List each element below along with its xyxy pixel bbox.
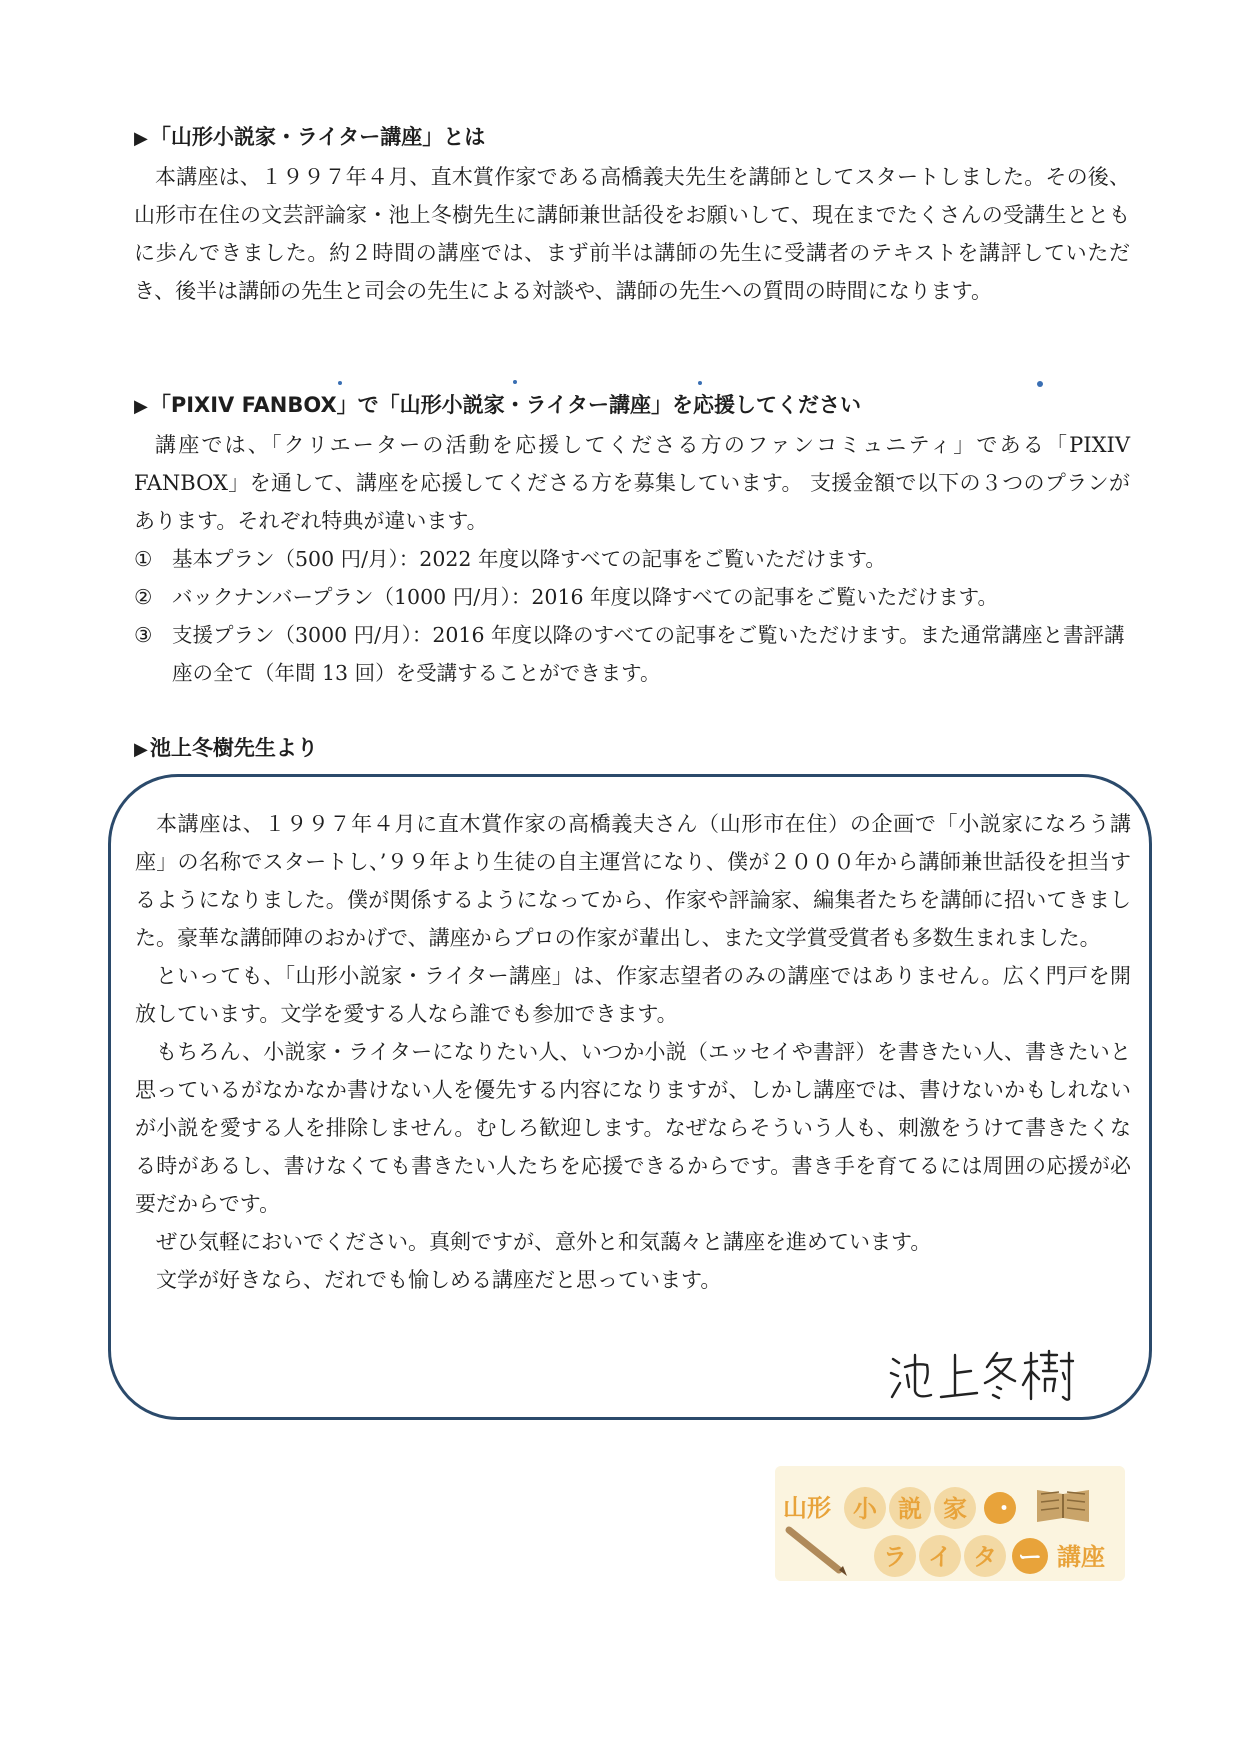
plan-text: バックナンバープラン（1000 円/月）：2016 年度以降すべての記事をご覧いただけます。 <box>172 585 998 609</box>
logo-text-yamagata: 山形 <box>783 1494 831 1522</box>
message-box <box>108 774 1152 1420</box>
triangle-bullet-icon: ▶ <box>134 128 148 149</box>
course-logo <box>775 1466 1125 1581</box>
svg-text:イ: イ <box>928 1543 952 1571</box>
message-paragraph: ぜひ気軽においでください。真剣ですが、意外と和気藹々と講座を進めています。 <box>156 1230 932 1254</box>
section-about-heading: ▶「山形小説家・ライター講座」とは <box>134 125 486 149</box>
svg-text:講座: 講座 <box>1057 1543 1105 1571</box>
svg-text:小: 小 <box>853 1495 877 1523</box>
book-icon <box>1037 1490 1089 1522</box>
triangle-bullet-icon: ▶ <box>134 739 148 760</box>
section-about-body: 本講座は、１９９７年４月、直木賞作家である高橋義夫先生を講師としてスタートしました。その後、山形市在住の文芸評論家・池上冬樹先生に講師兼世話役をお願いして、現在までたくさんの受講生とともに歩んできました。約２時間の講座では、まず前半は講師の先生に受講者のテキストを講評していただき、後半は講師の先生と司会の先生による対談や、講師の先生への質問の時間になります。 <box>134 165 1130 303</box>
plan-list <box>134 540 1130 692</box>
section-fanbox <box>134 390 1130 692</box>
message-paragraph: もちろん、小説家・ライターになりたい人、いつか小説（エッセイや書評）を書きたい人、書きたいと思っているがなかなか書けない人を優先する内容になりますが、しかし講座では、書けないかもしれないが小説を愛する人を排除しません。むしろ歓迎します。なぜならそういう人も、刺激をうけて書きたくなる時があるし、書けなくても書きたい人たちを応援できるからです。書き手を育てるには周囲の応援が必要だからです。 <box>135 1040 1131 1216</box>
plan-text: 支援プラン（3000 円/月）：2016 年度以降のすべての記事をご覧いただけます。また通常講座と書評講座の全て（年間 13 回）を受講することができます。 <box>172 623 1125 685</box>
plan-item <box>134 578 1130 616</box>
svg-text:説: 説 <box>898 1495 922 1523</box>
plan-item <box>134 616 1130 692</box>
svg-text:タ: タ <box>973 1543 997 1571</box>
svg-text:ー: ー <box>1018 1543 1042 1571</box>
svg-text:・: ・ <box>993 1497 1016 1522</box>
section-message-heading: ▶池上冬樹先生より <box>134 736 318 760</box>
message-paragraph: といっても、「山形小説家・ライター講座」は、作家志望者のみの講座ではありません。広く門戸を開放しています。文学を愛する人なら誰でも参加できます。 <box>135 964 1131 1026</box>
triangle-bullet-icon: ▶ <box>134 396 148 417</box>
plan-text: 基本プラン（500 円/月）：2022 年度以降すべての記事をご覧いただけます。 <box>172 547 886 571</box>
message-paragraph: 本講座は、１９９７年４月に直木賞作家の高橋義夫さん（山形市在住）の企画で「小説家になろう講座」の名称でスタートし、’９９年より生徒の自主運営になり、僕が２０００年から講師兼世話役を担当するようになりました。僕が関係するようになってから、作家や評論家、編集者たちを講師に招いてきました。豪華な講師陣のおかげで、講座からプロの作家が輩出し、また文学賞受賞者も多数生まれました。 <box>135 812 1131 950</box>
section-fanbox-body: 講座では、「クリエーターの活動を応援してくださる方のファンコミュニティ」である「PIXIV FANBOX」を通して、講座を応援してくださる方を募集しています。 支援金額で以下の３つのプランがあります。それぞれ特典が違います。 <box>134 433 1130 533</box>
svg-text:家: 家 <box>943 1495 967 1523</box>
scan-dots-decoration <box>0 378 1241 388</box>
handwritten-signature <box>887 1345 1077 1405</box>
section-message <box>134 733 1130 765</box>
plan-number: ③ <box>134 623 153 647</box>
message-text <box>135 805 1131 1299</box>
plan-item <box>134 540 1130 578</box>
svg-text:ラ: ラ <box>883 1543 907 1571</box>
plan-number: ① <box>134 547 153 571</box>
section-about <box>134 122 1130 310</box>
plan-number: ② <box>134 585 153 609</box>
message-paragraph: 文学が好きなら、だれでも愉しめる講座だと思っています。 <box>156 1268 722 1292</box>
section-fanbox-heading: ▶「PIXIV FANBOX」で「山形小説家・ライター講座」を応援してください <box>134 393 862 417</box>
